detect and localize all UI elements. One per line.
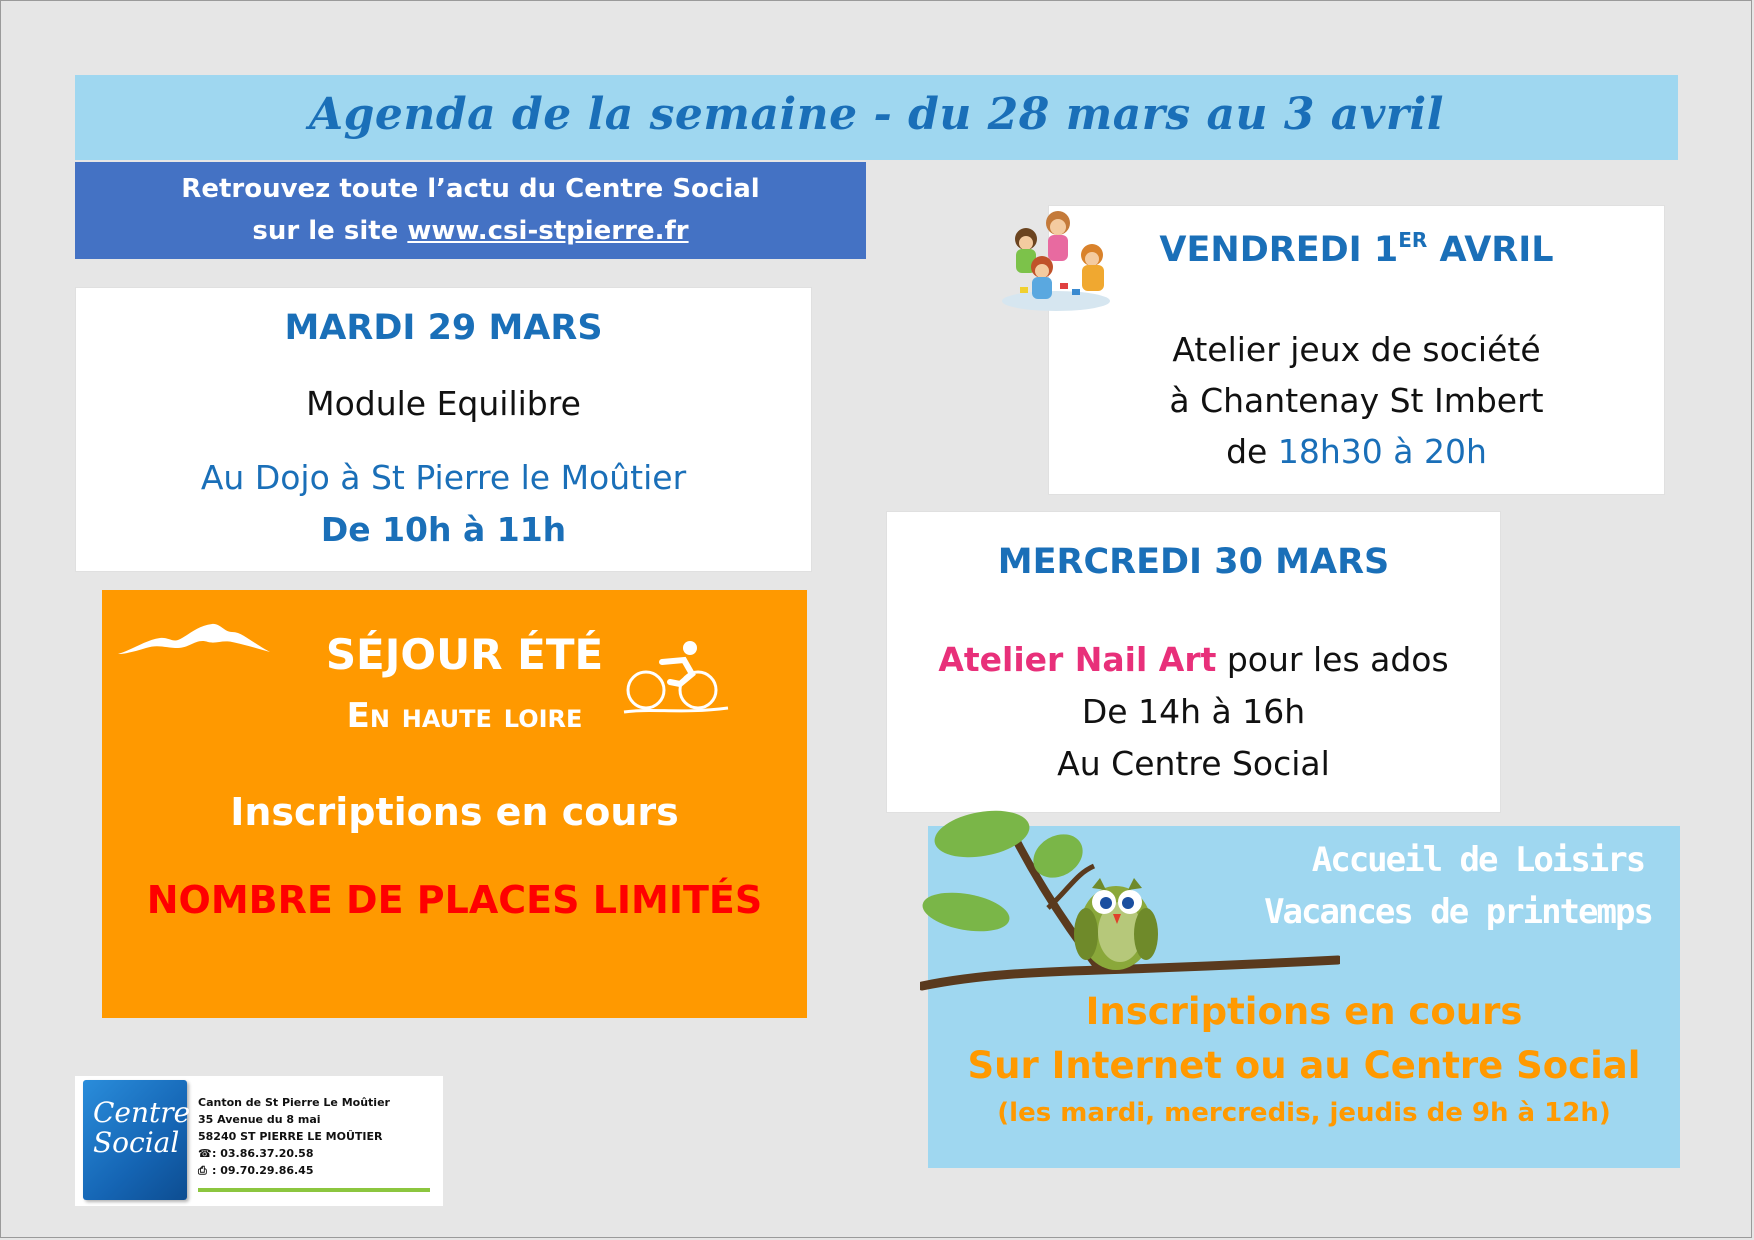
centre-social-logo	[83, 1080, 191, 1200]
contact-phone-row	[198, 1145, 390, 1162]
event-card-friday	[1048, 205, 1665, 495]
website-line1: Retrouvez toute l’actu du Centre Social	[181, 174, 760, 204]
owl-on-branch-icon	[920, 808, 1340, 998]
friday-title	[1049, 228, 1664, 270]
friday-title-sup: ER	[1398, 228, 1428, 252]
loisirs-inscriptions: Inscriptions en cours	[1085, 990, 1523, 1033]
contact-line2: 35 Avenue du 8 mai	[198, 1113, 321, 1126]
contact-line3: 58240 ST PIERRE LE MOÛTIER	[198, 1130, 383, 1143]
wednesday-place: Au Centre Social	[1057, 744, 1330, 783]
green-divider	[198, 1188, 430, 1192]
friday-activity: Atelier jeux de société	[1172, 330, 1541, 369]
wednesday-time: De 14h à 16h	[1081, 692, 1306, 731]
friday-time: 18h30 à 20h	[1277, 432, 1487, 471]
contact-phone: : 03.86.37.20.58	[212, 1147, 314, 1160]
loisirs-title2: Vacances de printemps	[1264, 892, 1652, 932]
page-title: Agenda de la semaine - du 28 mars au 3 avril	[309, 89, 1444, 140]
loisirs-hours: (les mardi, mercredis, jeudis de 9h à 12h)	[997, 1098, 1611, 1128]
tuesday-place: Au Dojo à St Pierre le Moûtier	[200, 458, 687, 497]
contact-address	[198, 1094, 390, 1179]
friday-title-prefix: VENDREDI 1	[1159, 230, 1399, 270]
friday-time-prefix: de	[1226, 432, 1278, 471]
friday-time-line	[1049, 432, 1664, 471]
event-card-wednesday	[886, 511, 1501, 813]
friday-title-suffix: AVRIL	[1427, 230, 1554, 270]
contact-card	[75, 1076, 443, 1206]
tuesday-title: MARDI 29 MARS	[284, 308, 603, 348]
sejour-warning: NOMBRE DE PLACES LIMITÉS	[146, 878, 763, 922]
website-prefix: sur le site	[252, 216, 408, 246]
wednesday-activity-highlight: Atelier Nail Art	[938, 640, 1217, 679]
contact-fax: : 09.70.29.86.45	[212, 1164, 314, 1177]
loisirs-title1: Accueil de Loisirs	[1311, 840, 1645, 880]
children-playing-icon	[998, 205, 1114, 315]
phone-icon: ☎	[198, 1147, 212, 1160]
event-card-tuesday	[75, 287, 812, 572]
sejour-inscriptions: Inscriptions en cours	[230, 790, 679, 834]
wednesday-activity	[887, 640, 1500, 679]
contact-fax-row	[198, 1162, 390, 1179]
website-banner	[75, 162, 866, 259]
sejour-card	[102, 590, 807, 1018]
header-banner	[75, 75, 1678, 160]
website-line2	[75, 210, 866, 252]
website-link[interactable]: www.csi-stpierre.fr	[407, 216, 689, 246]
sejour-subtitle: En haute loire	[346, 696, 583, 736]
tuesday-time: De 10h à 11h	[320, 510, 567, 549]
wednesday-activity-rest: pour les ados	[1216, 640, 1449, 679]
wednesday-title: MERCREDI 30 MARS	[997, 542, 1390, 582]
friday-place: à Chantenay St Imbert	[1169, 381, 1544, 420]
fax-icon: ⎙	[198, 1164, 207, 1177]
logo-line1: Centre	[93, 1096, 191, 1129]
loisirs-where: Sur Internet ou au Centre Social	[967, 1044, 1641, 1087]
tuesday-activity: Module Equilibre	[306, 384, 581, 423]
logo-line2: Social	[93, 1126, 180, 1159]
sejour-title: SÉJOUR ÉTÉ	[325, 630, 604, 679]
contact-line1: Canton de St Pierre Le Moûtier	[198, 1096, 390, 1109]
